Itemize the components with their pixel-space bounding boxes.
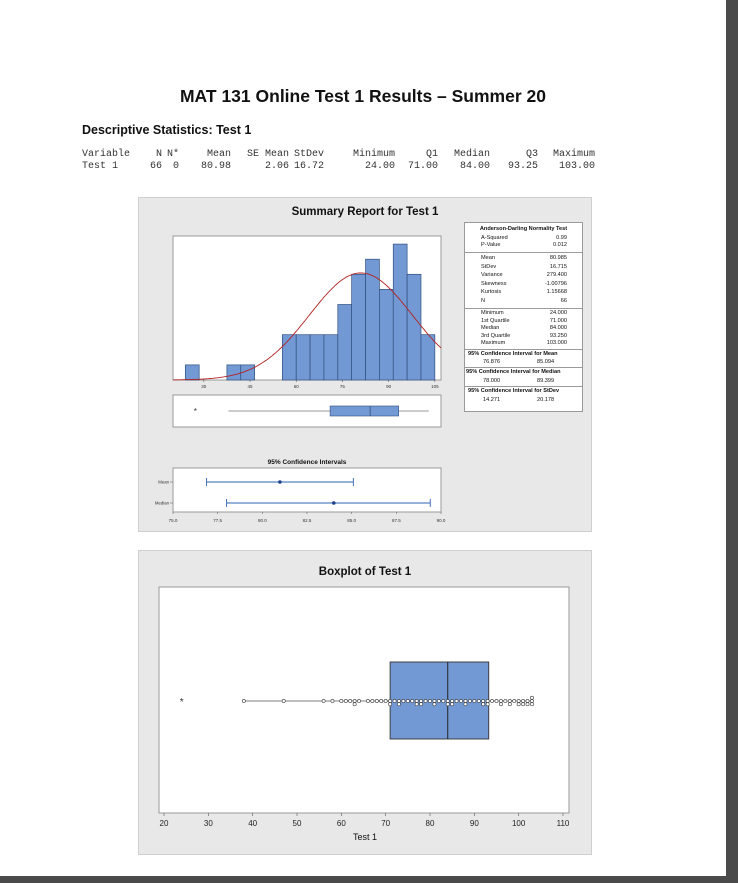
quantile-row-value: 71.000 [549,317,567,324]
data-point [380,699,383,702]
document-title: MAT 131 Online Test 1 Results – Summer 20 [179,86,546,106]
outlier-marker: * [179,697,184,708]
data-point [420,699,423,702]
stats-header-cell-7: Q1 [425,149,438,160]
data-point [415,703,418,706]
data-point [482,703,485,706]
data-point [389,699,392,702]
ci-median-high: 89.399 [537,378,555,384]
histogram-bar [282,335,296,380]
histogram-tick-label: 90 [386,384,392,389]
stats-cell-1: 66 [149,161,162,172]
histogram-bar [324,335,338,380]
data-point [486,703,489,706]
stats-cell-0: Test 1 [82,161,119,172]
data-point [371,699,374,702]
data-point [459,699,462,702]
data-point [415,699,418,702]
boxplot-frame [159,587,569,813]
moment-row-value: 16.715 [549,263,567,270]
data-point [464,703,467,706]
ad-row-value: 0.99 [556,235,567,241]
stats-cell-9: 93.25 [507,161,538,172]
axis-tick-label: 20 [159,819,169,828]
ci-frame [173,468,441,512]
axis-tick-label: 100 [511,819,526,828]
summary-report-panel [138,197,592,532]
histogram-bar [421,335,435,380]
data-point [504,699,507,702]
axis-tick-label: 110 [556,819,570,828]
data-point [344,699,347,702]
data-point [495,699,498,702]
data-point [522,699,525,702]
data-point [468,699,471,702]
ci-axis-tick-label: 82.5 [302,518,312,523]
stats-cell-4: 2.06 [264,161,289,172]
stats-data-row [82,161,602,173]
data-point [446,699,449,702]
ci-row-label: Mean [158,479,169,485]
stats-header-cell-9: Q3 [525,149,538,160]
ci-stdev-low: 14.271 [483,397,501,403]
data-point [433,703,436,706]
histogram-bar [338,305,352,381]
boxplot-axis-ticks [160,813,570,828]
histogram-ticks [201,380,439,389]
data-point [353,699,356,702]
data-point [522,703,525,706]
axis-tick-label: 50 [292,819,302,828]
ci-estimate-point [332,501,336,505]
quantile-row-label: Minimum [481,310,504,316]
data-point [517,699,520,702]
moment-row-label: Mean [481,255,495,261]
moment-row-value: 66 [560,297,567,304]
moment-row-value: 80.985 [549,255,567,261]
data-point [384,699,387,702]
data-point [473,699,476,702]
data-point [340,699,343,702]
ci-stdev-high: 20.178 [537,397,555,403]
data-point [366,699,369,702]
data-point [242,699,245,702]
ad-row-label: P-Value [481,242,501,248]
data-point [486,699,489,702]
data-point [513,699,516,702]
stats-header-cell-0: Variable [82,149,131,160]
axis-tick-label: 90 [469,819,479,828]
histogram-bar [379,289,393,380]
data-point [397,699,400,702]
data-point [357,699,360,702]
ci-axis-tick-label: 90.0 [436,518,446,523]
boxplot-title: Boxplot of Test 1 [318,566,412,578]
data-point [437,699,440,702]
data-point [530,703,533,706]
axis-tick-label: 30 [203,819,213,828]
quantile-row-value: 84.000 [549,325,567,331]
data-point [331,699,334,702]
stats-header-cell-2: N* [166,149,179,160]
histogram-bar [296,335,310,380]
mini-box [330,406,399,416]
quantile-row-label: Median [481,325,500,331]
boxplot-xlabel: Test 1 [352,832,378,842]
mini-outlier: * [193,407,197,416]
data-point [420,703,423,706]
stats-cell-2: 0 [172,161,179,172]
data-point [508,699,511,702]
data-point [499,699,502,702]
axis-tick-label: 40 [248,819,258,828]
moment-row-value: -1.00796 [544,280,567,287]
ci-axis-tick-label: 75.0 [168,518,178,523]
histogram-tick-label: 30 [201,384,207,389]
data-point [508,703,511,706]
histogram-bar [407,274,421,380]
data-point [482,699,485,702]
data-point [490,699,493,702]
stats-header-cell-8: Median [453,149,490,160]
data-point [455,699,458,702]
quantile-row-value: 24.000 [549,310,567,316]
summary-report-title: Summary Report for Test 1 [291,206,439,218]
stats-header-cell-3: Mean [206,149,231,160]
data-point [451,703,454,706]
data-point [322,699,325,702]
data-point [526,699,529,702]
ci-axis-tick-label: 87.5 [391,518,401,523]
quantile-row-value: 103.000 [546,340,567,346]
descriptive-stats-table [82,149,602,173]
ci-stdev-label: 95% Confidence Interval for StDev [468,388,560,394]
quantile-row-label: 3rd Quartile [481,332,511,339]
quantile-row-value: 93.250 [549,332,567,339]
histogram-bar [227,365,241,380]
boxplot-graphics [139,551,591,854]
moment-row-label: StDev [481,263,497,270]
ci-median-label: 95% Confidence Interval for Median [466,369,561,375]
data-point [375,699,378,702]
section-title: Descriptive Statistics: Test 1 [82,123,252,137]
ad-row-label: A-Squared [481,235,508,241]
histogram-tick-label: 60 [293,384,299,389]
ci-mean-low: 76.876 [483,359,501,365]
ci-title: 95% Confidence Intervals [267,459,347,466]
histogram-bar [310,335,324,380]
ad-row-value: 0.012 [553,242,567,248]
histogram-bar [352,274,366,380]
ci-mean-label: 95% Confidence Interval for Mean [468,351,558,357]
histogram-bar [393,244,407,380]
data-point [402,699,405,702]
ci-axis-tick-label: 77.5 [213,518,223,523]
ci-median-low: 78.000 [483,378,501,384]
quantile-row-label: Maximum [481,340,506,346]
stats-header-cell-5: StDev [293,149,324,160]
stats-cell-5: 16.72 [293,161,324,172]
stats-header-cell-10: Maximum [552,149,595,160]
ci-axis-tick-label: 80.0 [257,518,267,523]
histogram-tick-label: 75 [339,384,345,389]
moment-row-label: N [481,297,486,304]
moment-row-label: Variance [481,272,503,278]
stats-cell-10: 103.00 [558,161,595,172]
stats-cell-8: 84.00 [459,161,490,172]
data-point [442,699,445,702]
ci-row-label: Median [154,500,169,506]
ci-mean-high: 85.094 [537,359,555,365]
stats-header-row [82,149,602,161]
data-point [530,699,533,702]
data-point [499,703,502,706]
stats-header-cell-1: N [155,149,162,160]
stats-cell-6: 24.00 [364,161,395,172]
data-point [411,699,414,702]
data-point [433,699,436,702]
moment-row-label: Kurtosis [481,289,502,295]
data-point [282,699,285,702]
data-point [428,699,431,702]
stats-cell-7: 71.00 [407,161,438,172]
stats-header-cell-6: Minimum [352,149,395,160]
histogram-tick-label: 105 [431,384,439,389]
data-point [517,703,520,706]
data-point [393,699,396,702]
axis-tick-label: 70 [381,819,391,828]
data-point [446,703,449,706]
data-point [530,696,533,699]
histogram-bar [185,365,199,380]
viewer-edge-bottom [0,876,738,883]
data-point [477,699,480,702]
data-point [526,703,529,706]
stats-summary-box [464,222,583,412]
data-point [389,703,392,706]
moment-row-label: Skewness [481,280,507,287]
axis-tick-label: 80 [425,819,435,828]
viewer-edge-right [726,0,738,883]
boxplot-panel [138,550,592,855]
data-point [464,699,467,702]
data-point [397,703,400,706]
data-point [424,699,427,702]
moment-row-value: 1.15668 [546,289,567,295]
data-point [349,699,352,702]
stats-cell-3: 80.98 [200,161,231,172]
quantile-row-label: 1st Quartile [481,317,510,324]
moment-row-value: 279.400 [546,272,567,278]
ad-test-title: Anderson-Darling Normality Test [479,226,568,232]
histogram-bar [366,259,380,380]
histogram-tick-label: 45 [247,384,253,389]
data-point [406,699,409,702]
ci-estimate-point [278,480,282,484]
data-point [451,699,454,702]
stats-header-cell-4: SE Mean [246,149,289,160]
data-point [353,703,356,706]
ci-axis-tick-label: 85.0 [347,518,357,523]
axis-tick-label: 60 [336,819,346,828]
